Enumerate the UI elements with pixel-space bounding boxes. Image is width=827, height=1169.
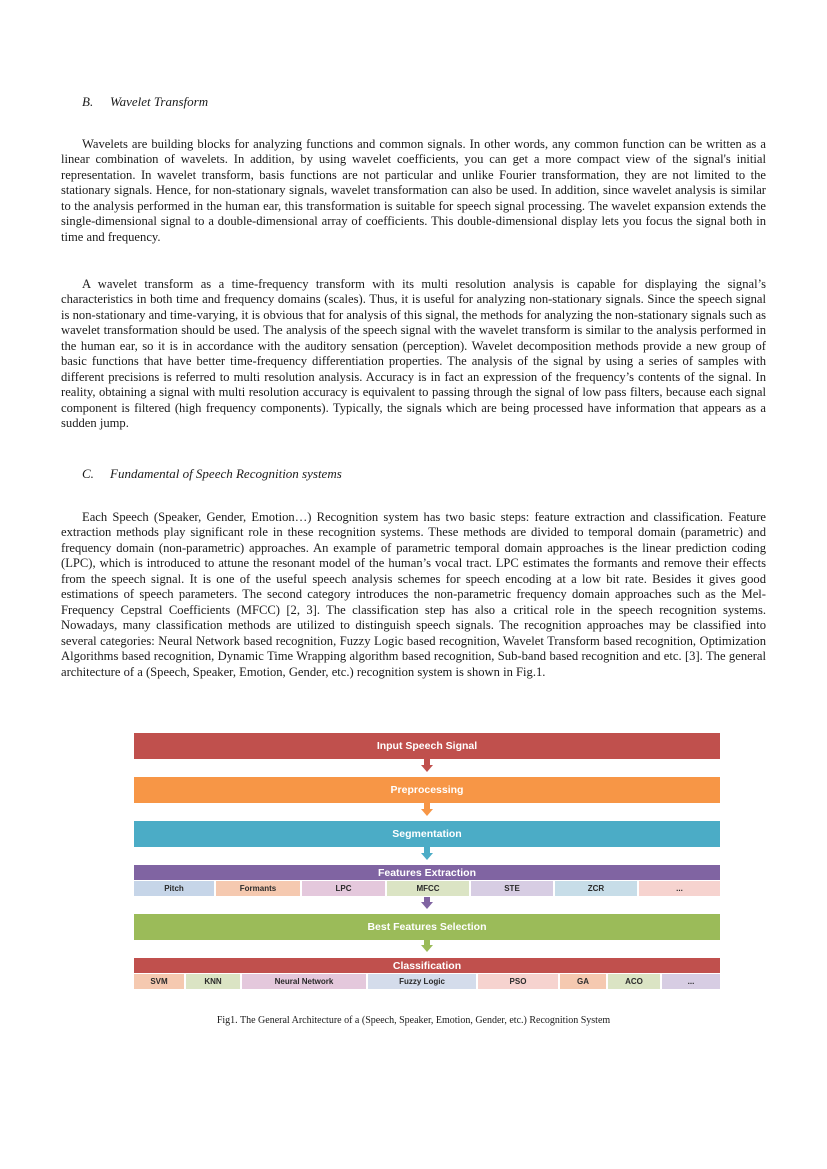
- classifier-knn: KNN: [186, 974, 240, 989]
- arrow-down-icon: [421, 803, 433, 816]
- stage-input-speech-signal: Input Speech Signal: [134, 733, 720, 759]
- arrow-down-icon: [421, 759, 433, 772]
- section-c-number: C.: [82, 466, 94, 481]
- classifier-pso: PSO: [478, 974, 558, 989]
- stage-preprocessing: Preprocessing: [134, 777, 720, 803]
- section-c-heading: [82, 466, 342, 482]
- feature-more: ...: [639, 881, 720, 896]
- stage-classification: Classification: [134, 958, 720, 973]
- figure-caption: Fig1. The General Architecture of a (Speech, Speaker, Emotion, Gender, etc.) Recognition System: [216, 1015, 611, 1026]
- section-c-paragraph-1: Each Speech (Speaker, Gender, Emotion…) Recognition system has two basic steps: feature extraction and classification. Feature extraction methods play significant role in these recognition systems. These methods are divided to temporal domain (parametric) and frequency domain (non-parametric) approaches. An example of parametric temporal domain approaches is the linear prediction coding (LPC), which is introduced to attune the resonant model of the human’s vocal tract. LPC estimates the formants and remove their effects from the speech signal. It is one of the useful speech analysis schemes for speech encoding at a low bit rate. Besides it gives good estimations of speech parameters. The second category introduces the non-parametric frequency domain approaches such as the Mel-Frequency Cepstral Coefficients (MFCC) [2, 3]. The classification step has also a critical role in the speech recognition systems. Nowadays, many classification methods are utilized to distinguish speech signals. The recognition approaches may be classified into several categories: Neural Network based recognition, Fuzzy Logic based recognition, Wavelet Transform based recognition, Optimization Algorithms based recognition, Dynamic Time Wrapping algorithm based recognition, Sub-band based recognition and etc. [3]. The general architecture of a (Speech, Speaker, Emotion, Gender, etc.) recognition system is shown in Fig.1.: [61, 510, 766, 679]
- classifier-neural-network: Neural Network: [242, 974, 366, 989]
- section-b-paragraph-1: Wavelets are building blocks for analyzing functions and common signals. In other words, any common function can be written as a linear combination of wavelets. In addition, by using wavelet coefficients, you can get a more compact view of the signal's initial representation. In wavelet transform, basis functions are not particular and unlike Fourier transformation, they are not limited to the stationary signals. Hence, for non-stationary signals, wavelet transformation can also be used. In addition, since wavelet analysis is similar to the analysis performed in the human ear, this transformation is suitable for speech signal processing. The wavelet expansion extends the single-dimensional signal to a double-dimensional array of coefficients. This double-dimensional display lets you focus the signal both in time and frequency.: [61, 137, 766, 244]
- classifier-aco: ACO: [608, 974, 660, 989]
- arrow-down-icon: [421, 897, 433, 909]
- feature-pitch: Pitch: [134, 881, 214, 896]
- arrow-down-icon: [421, 940, 433, 952]
- section-c-title: Fundamental of Speech Recognition systems: [110, 466, 342, 481]
- classifier-fuzzy-logic: Fuzzy Logic: [368, 974, 476, 989]
- classifier-more: ...: [662, 974, 720, 989]
- section-b-title: Wavelet Transform: [110, 94, 209, 109]
- stage-segmentation: Segmentation: [134, 821, 720, 847]
- classifier-ga: GA: [560, 974, 606, 989]
- classifiers-row: [134, 974, 720, 989]
- stage-features-extraction: Features Extraction: [134, 865, 720, 880]
- feature-mfcc: MFCC: [387, 881, 469, 896]
- section-b-number: B.: [82, 94, 94, 109]
- arrow-down-icon: [421, 847, 433, 860]
- feature-lpc: LPC: [302, 881, 385, 896]
- section-b-paragraph-2: A wavelet transform as a time-frequency transform with its multi resolution analysis is capable for displaying the signal’s characteristics in both time and frequency domains (scales). Thus, it is useful for analyzing non-stationary signals. Since the speech signal is non-stationary and time-varying, it is obvious that for analysis of this signal, the methods for analyzing the non-stationary signals such as wavelet transformation should be used. The analysis of the speech signal with the wavelet transform is similar to the analysis performed in the human ear, so it is in accordance with the auditory sensation (perception). Wavelet decomposition methods provide a new group of basic functions that have better time-frequency differentiation properties. The analysis of the signal by using a series of samples with different precisions is referred to multi resolution analysis. Accuracy is in fact an expression of the frequency’s contents of the signal. In reality, obtaining a signal with multi resolution accuracy is equivalent to passing through the signal of low pass filters, because each signal component is filtered (high frequency components). Typically, the signals which are being processed have information that appears as a sudden jump.: [61, 277, 766, 431]
- feature-ste: STE: [471, 881, 553, 896]
- stage-best-features-selection: Best Features Selection: [134, 914, 720, 940]
- feature-zcr: ZCR: [555, 881, 637, 896]
- classifier-svm: SVM: [134, 974, 184, 989]
- section-b-heading: [82, 94, 208, 110]
- features-row: [134, 881, 720, 896]
- feature-formants: Formants: [216, 881, 300, 896]
